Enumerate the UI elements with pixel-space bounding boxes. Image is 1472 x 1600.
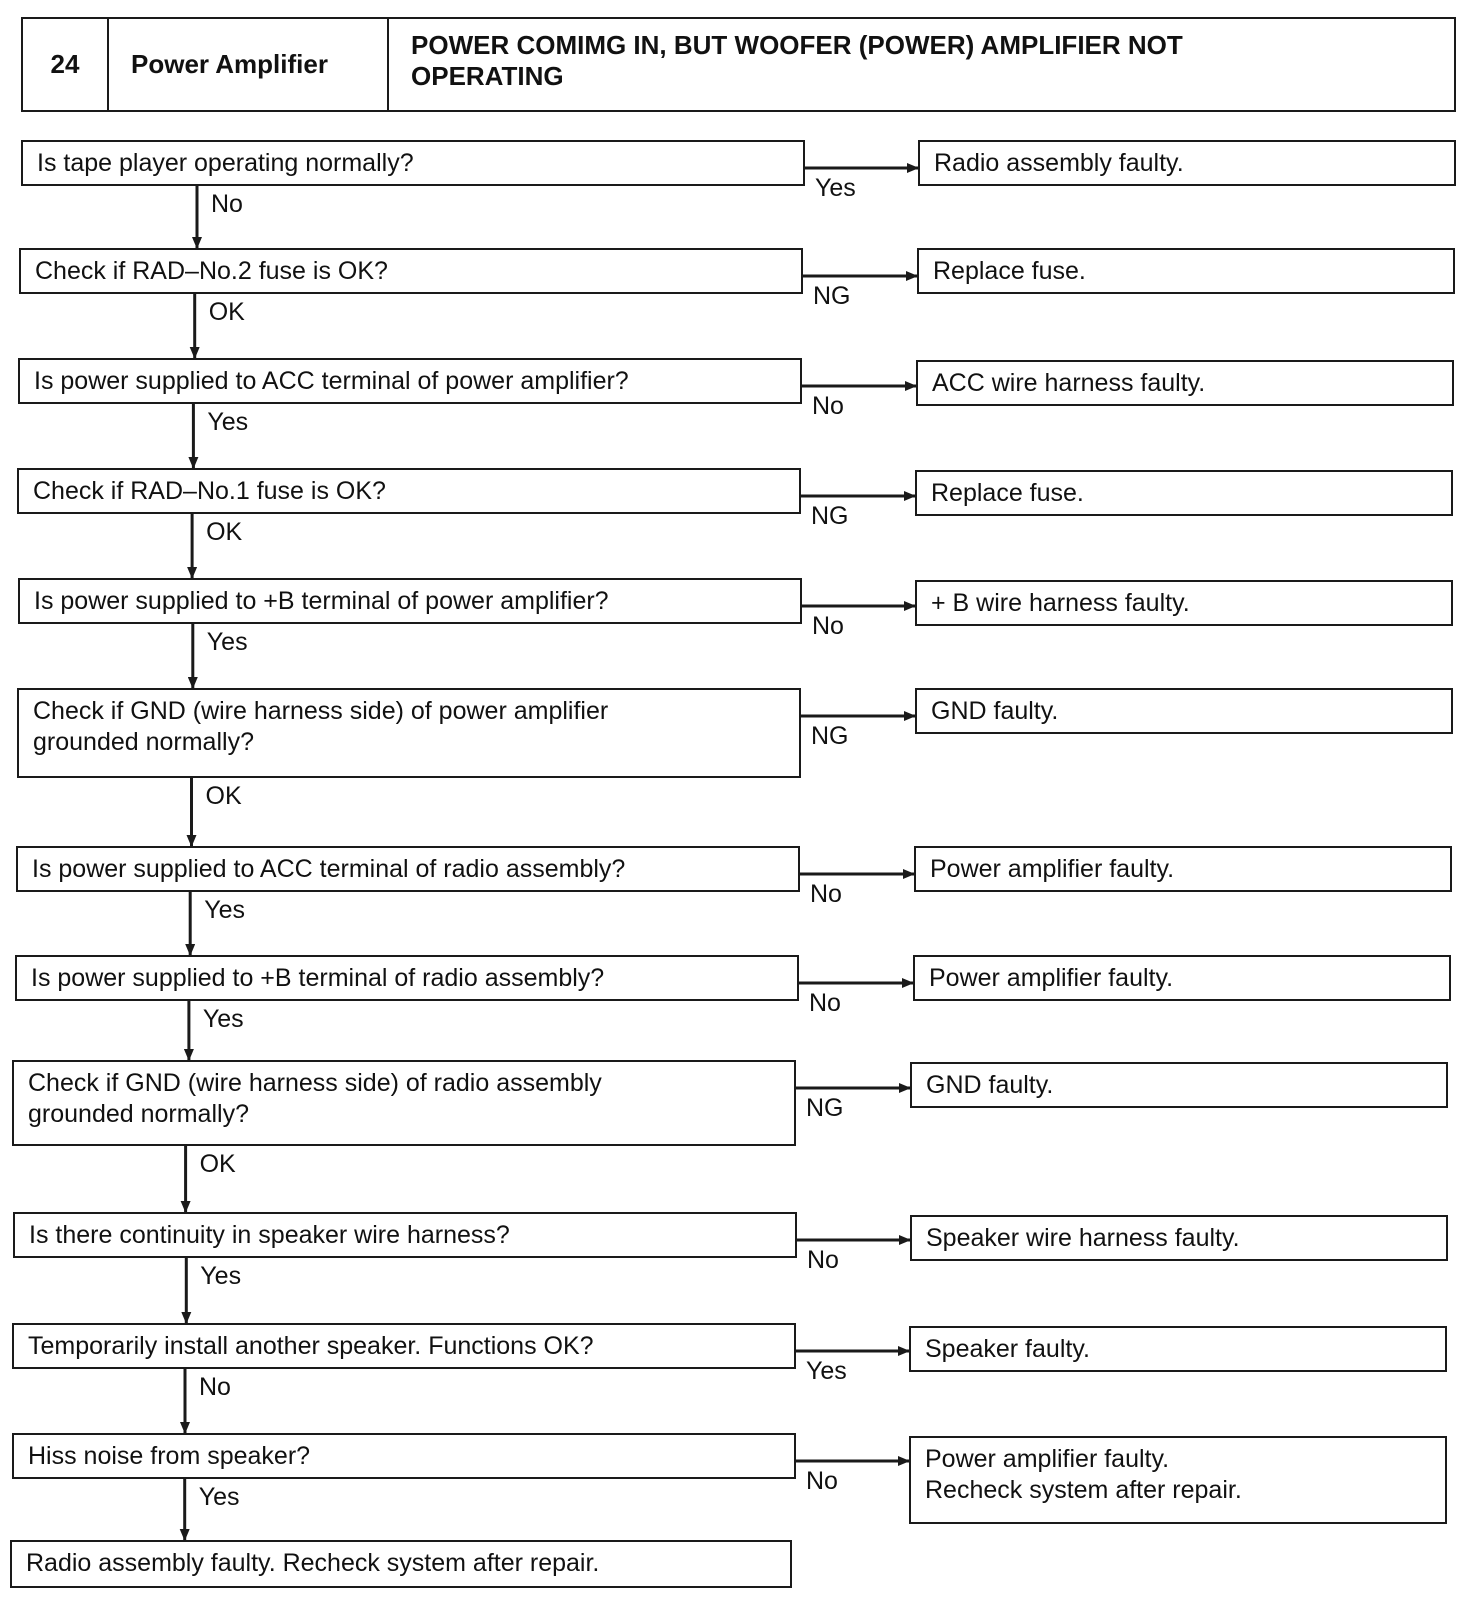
flow-label: Yes bbox=[200, 1262, 242, 1290]
question-box: Hiss noise from speaker? bbox=[12, 1433, 796, 1479]
question-box: Is power supplied to +B terminal of radio assembly? bbox=[15, 955, 799, 1001]
branch-label: No bbox=[809, 989, 841, 1017]
flow-label: Yes bbox=[202, 1005, 244, 1033]
branch-label: NG bbox=[813, 282, 851, 310]
question-box: Is tape player operating normally? bbox=[21, 140, 805, 186]
result-box: Power amplifier faulty. bbox=[914, 846, 1452, 892]
branch-label: No bbox=[812, 612, 844, 640]
result-box: Replace fuse. bbox=[917, 248, 1455, 294]
branch-label: No bbox=[806, 1467, 838, 1495]
flow-label: No bbox=[211, 190, 243, 218]
question-box: Temporarily install another speaker. Functions OK? bbox=[12, 1323, 796, 1369]
question-box: Check if GND (wire harness side) of radio assembly grounded normally? bbox=[12, 1060, 796, 1146]
flow-label: Yes bbox=[198, 1483, 240, 1511]
branch-label: NG bbox=[811, 722, 849, 750]
result-box: ACC wire harness faulty. bbox=[916, 360, 1454, 406]
flow-label: OK bbox=[208, 298, 245, 326]
result-box: GND faulty. bbox=[915, 688, 1453, 734]
branch-label: NG bbox=[806, 1094, 844, 1122]
question-box: Is power supplied to +B terminal of power amplifier? bbox=[18, 578, 802, 624]
result-box: Radio assembly faulty. bbox=[918, 140, 1456, 186]
result-box: Speaker wire harness faulty. bbox=[910, 1215, 1448, 1261]
result-box: Power amplifier faulty. bbox=[913, 955, 1451, 1001]
question-box: Check if RAD–No.2 fuse is OK? bbox=[19, 248, 803, 294]
flow-label: OK bbox=[206, 518, 243, 546]
branch-label: Yes bbox=[806, 1357, 847, 1385]
section-name: Power Amplifier bbox=[109, 19, 389, 110]
question-box: Is power supplied to ACC terminal of radio assembly? bbox=[16, 846, 800, 892]
question-box: Is power supplied to ACC terminal of power amplifier? bbox=[18, 358, 802, 404]
result-box: Power amplifier faulty. Recheck system after repair. bbox=[909, 1436, 1447, 1524]
branch-label: NG bbox=[811, 502, 849, 530]
branch-label: No bbox=[807, 1246, 839, 1274]
flow-label: OK bbox=[199, 1150, 236, 1178]
result-box: Replace fuse. bbox=[915, 470, 1453, 516]
result-box: GND faulty. bbox=[910, 1062, 1448, 1108]
flow-label: OK bbox=[205, 782, 242, 810]
question-box: Is there continuity in speaker wire harness? bbox=[13, 1212, 797, 1258]
final-result-box: Radio assembly faulty. Recheck system after repair. bbox=[10, 1540, 792, 1588]
flow-label: Yes bbox=[204, 896, 245, 924]
question-box: Check if RAD–No.1 fuse is OK? bbox=[17, 468, 801, 514]
result-box: + B wire harness faulty. bbox=[915, 580, 1453, 626]
question-box: Check if GND (wire harness side) of power amplifier grounded normally? bbox=[17, 688, 801, 778]
page-title: POWER COMIMG IN, BUT WOOFER (POWER) AMPLIFIER NOT OPERATING bbox=[411, 30, 1183, 91]
branch-label: Yes bbox=[815, 174, 856, 202]
result-box: Speaker faulty. bbox=[909, 1326, 1447, 1372]
flow-label: Yes bbox=[207, 408, 249, 436]
section-number: 24 bbox=[23, 19, 109, 110]
branch-label: No bbox=[812, 392, 844, 420]
flow-label: Yes bbox=[206, 628, 248, 656]
flow-label: No bbox=[199, 1373, 231, 1401]
branch-label: No bbox=[810, 880, 842, 908]
